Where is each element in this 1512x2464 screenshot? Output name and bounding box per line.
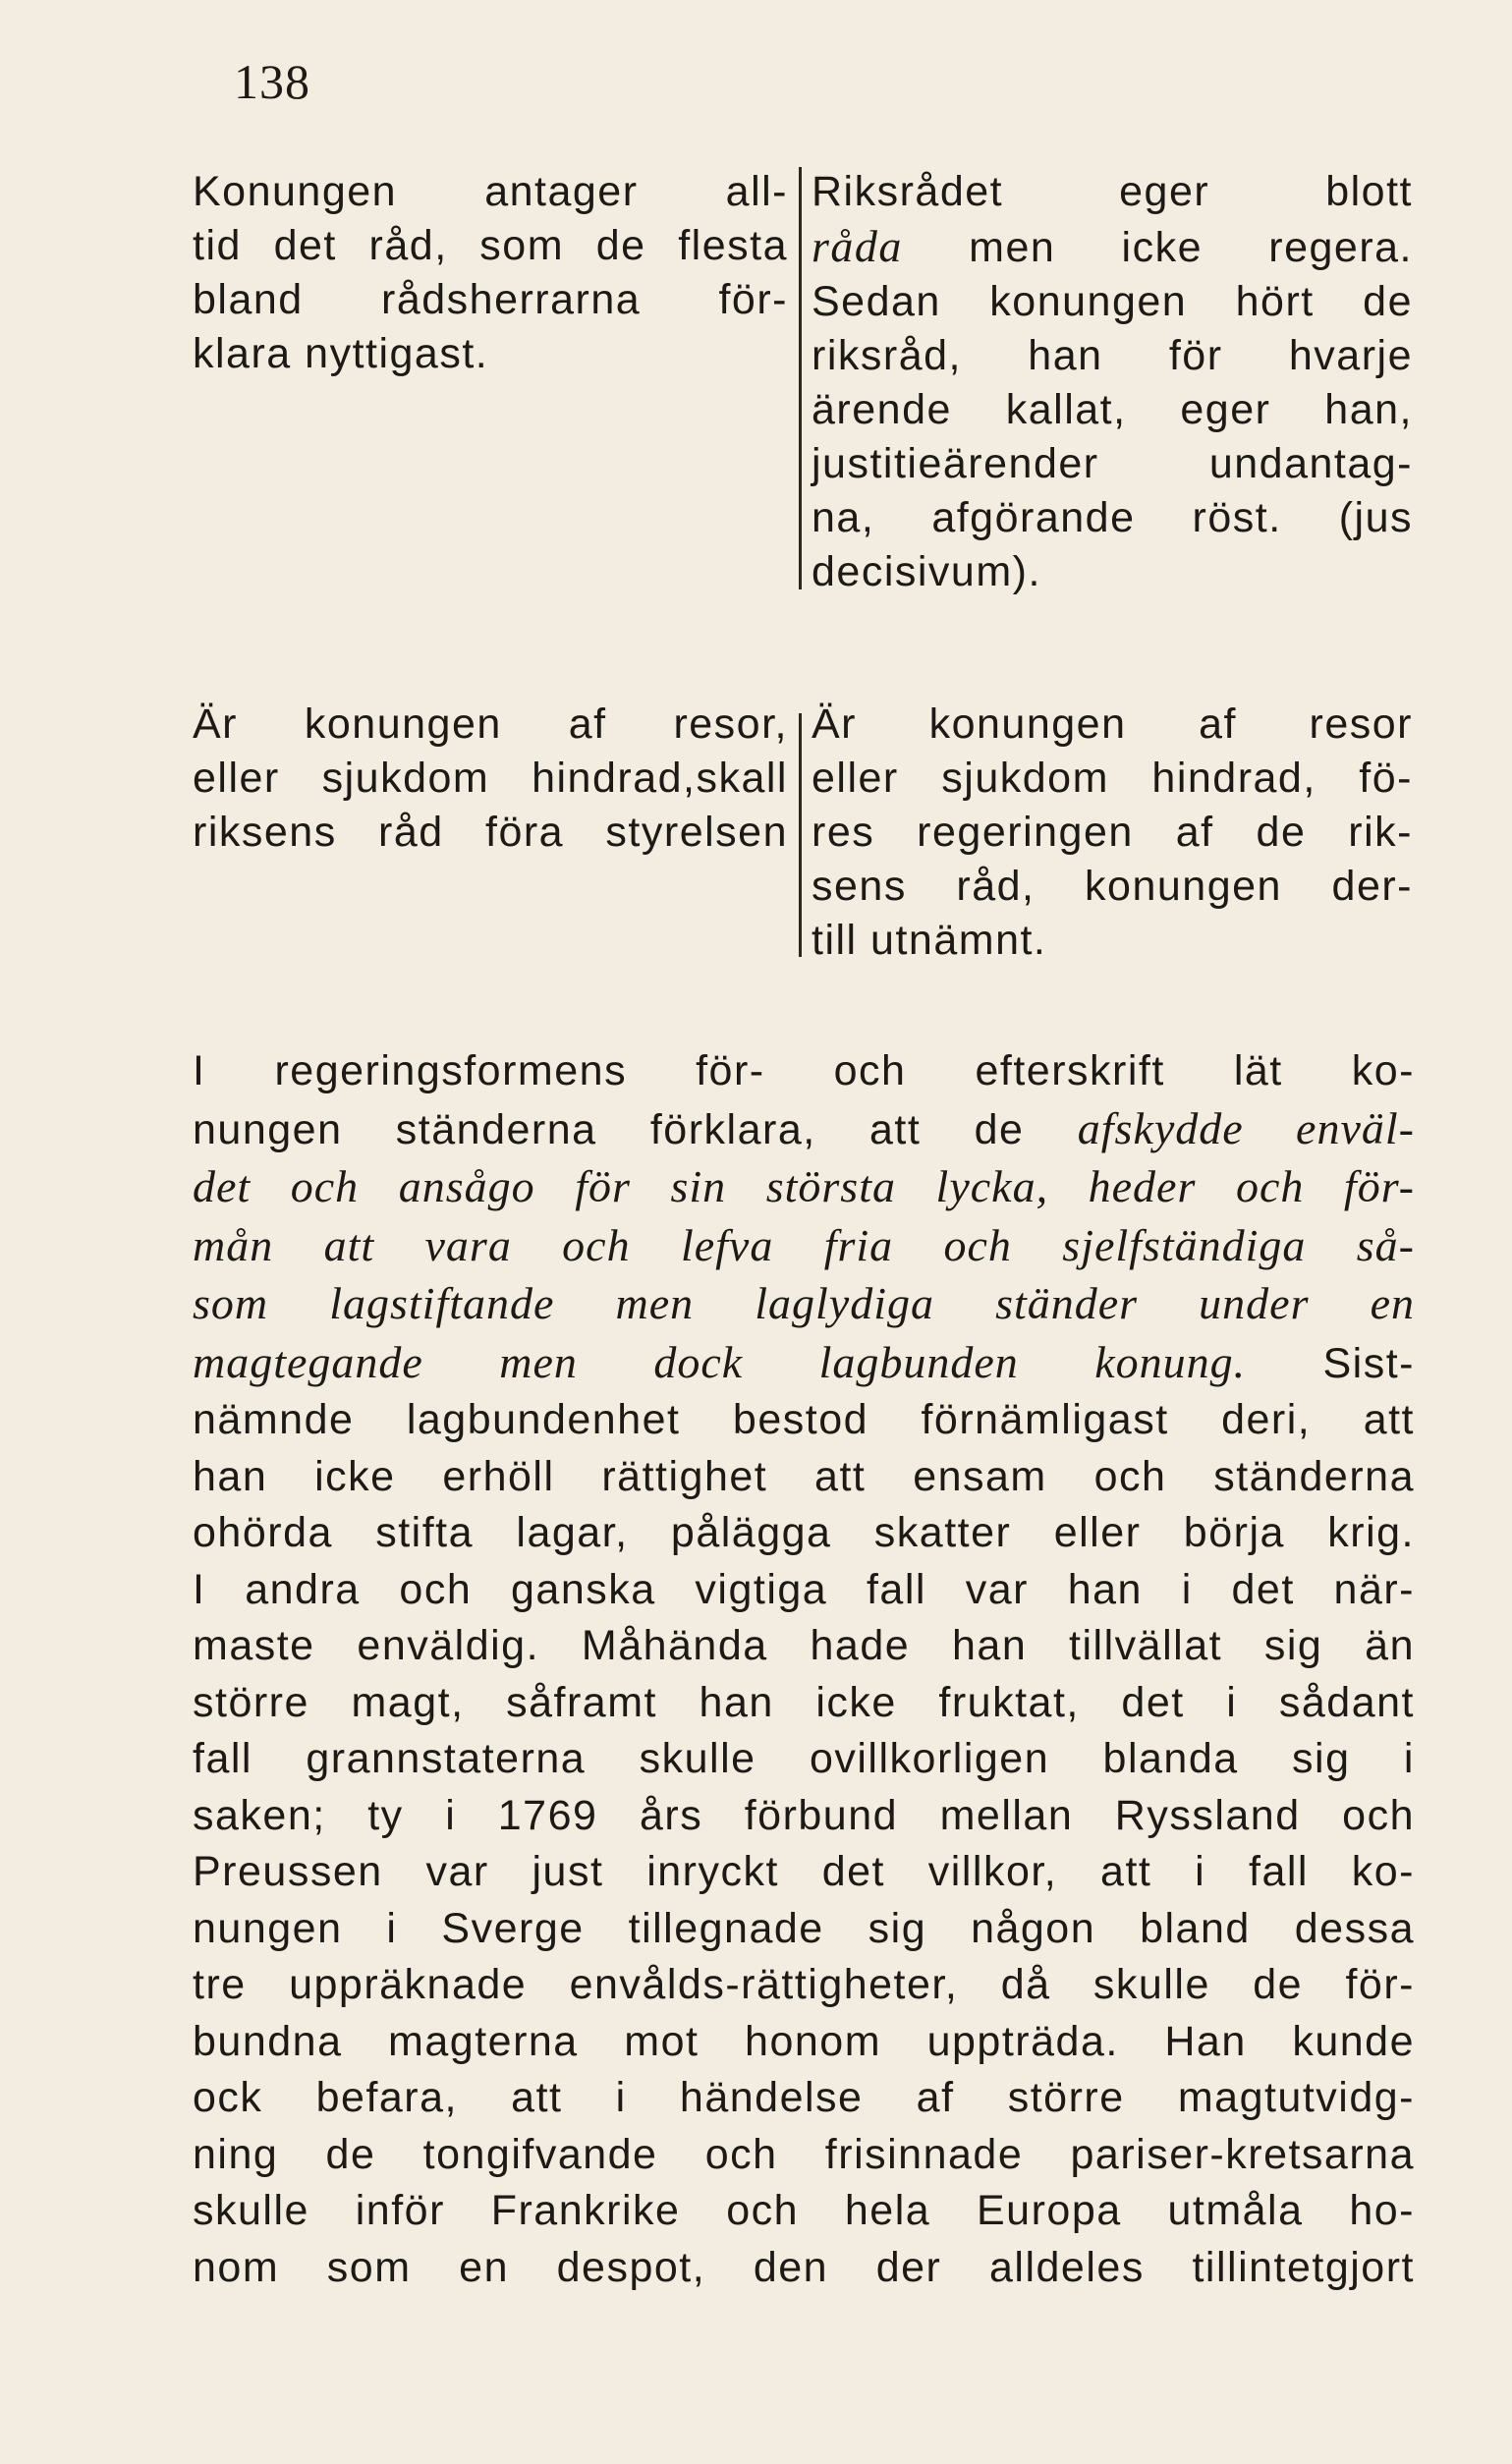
main-paragraph <box>193 1043 1415 2296</box>
text-line: res regeringen af de rik- <box>812 809 1413 856</box>
text-line: I andra och ganska vigtiga fall var han i det när- <box>193 1565 1415 1613</box>
text-line: till utnämnt. <box>812 917 1047 964</box>
text-line: fall grannstaterna skulle ovillkorligen blanda sig i <box>193 1735 1415 1782</box>
text-line: Preussen var just inryckt det villkor, att i fall ko- <box>193 1848 1415 1895</box>
left-column-paragraph-2 <box>193 698 788 860</box>
text-line: Riksrådet eger blott <box>812 168 1413 215</box>
italic-text: magtegande men dock lagbunden konung. <box>193 1336 1247 1387</box>
right-column-paragraph-1 <box>812 165 1413 599</box>
text-line <box>193 1158 1415 1217</box>
text-line: sens råd, konungen der- <box>812 863 1413 910</box>
text-line: na, afgörande röst. (jus <box>812 494 1413 541</box>
column-divider <box>799 713 802 957</box>
text-line: I regeringsformens för- och efterskrift lät ko- <box>193 1047 1415 1094</box>
text-fragment: nungen ständerna förklara, att de <box>193 1105 1078 1153</box>
text-line <box>193 1217 1415 1276</box>
text-line: ning de tongifvande och frisinnade pariser-kretsarna <box>193 2130 1415 2178</box>
text-line: han icke erhöll rättighet att ensam och ständerna <box>193 1452 1415 1500</box>
italic-word: råda <box>812 221 903 271</box>
column-divider <box>799 167 802 589</box>
text-fragment: Sist- <box>1246 1339 1415 1387</box>
text-line: maste enväldig. Måhända hade han tillvällat sig än <box>193 1622 1415 1669</box>
right-column-paragraph-2 <box>812 698 1413 968</box>
text-line: klara nyttigast. <box>193 330 489 377</box>
italic-text: mån att vara och lefva fria och sjelfständiga så- <box>193 1219 1415 1270</box>
text-line: nom som en despot, den der alldeles tillintetgjort <box>193 2243 1415 2291</box>
text-line: Är konungen af resor, <box>193 700 788 748</box>
text-line: tre uppräknade envålds-rättigheter, då skulle de för- <box>193 1961 1415 2008</box>
text-line: eller sjukdom hindrad, fö- <box>812 755 1413 802</box>
text-line: ohörda stifta lagar, pålägga skatter eller börja krig. <box>193 1509 1415 1556</box>
text-line: riksråd, han för hvarje <box>812 332 1413 379</box>
text-line: nungen i Sverge tillegnade sig någon bland dessa <box>193 1904 1415 1952</box>
text-line: tid det råd, som de flesta <box>193 222 788 269</box>
italic-text: det och ansågo för sin största lycka, heder och för- <box>193 1161 1415 1211</box>
text-line <box>193 1100 1415 1159</box>
text-line: ock befara, att i händelse af större magtutvidg- <box>193 2074 1415 2121</box>
text-line: bundna magterna mot honom uppträda. Han kunde <box>193 2017 1415 2065</box>
text-line: riksens råd föra styrelsen <box>193 809 788 856</box>
text-fragment: men icke regera. <box>902 224 1413 271</box>
text-line: decisivum). <box>812 548 1041 595</box>
text-line: Sedan konungen hört de <box>812 278 1413 325</box>
text-line: justitieärender undantag- <box>812 440 1413 487</box>
text-line <box>812 219 1413 275</box>
text-line <box>193 1275 1415 1334</box>
text-line: Är konungen af resor <box>812 700 1413 748</box>
text-line: större magt, såframt han icke fruktat, det i sådant <box>193 1678 1415 1726</box>
text-line: nämnde lagbundenhet bestod förnämligast deri, att <box>193 1396 1415 1443</box>
text-line <box>193 1334 1415 1393</box>
text-line: Konungen antager all- <box>193 168 788 215</box>
page-number: 138 <box>234 54 310 109</box>
text-line: ärende kallat, eger han, <box>812 386 1413 433</box>
italic-text: som lagstiftande men laglydiga ständer under en <box>193 1278 1415 1328</box>
left-column-paragraph-1 <box>193 165 788 381</box>
text-line: bland rådsherrarna för- <box>193 276 788 323</box>
text-line: saken; ty i 1769 års förbund mellan Ryssland och <box>193 1791 1415 1839</box>
italic-text: afskydde enväl- <box>1077 1102 1415 1153</box>
text-line: eller sjukdom hindrad,skall <box>193 755 788 802</box>
text-line: skulle inför Frankrike och hela Europa utmåla ho- <box>193 2187 1415 2234</box>
